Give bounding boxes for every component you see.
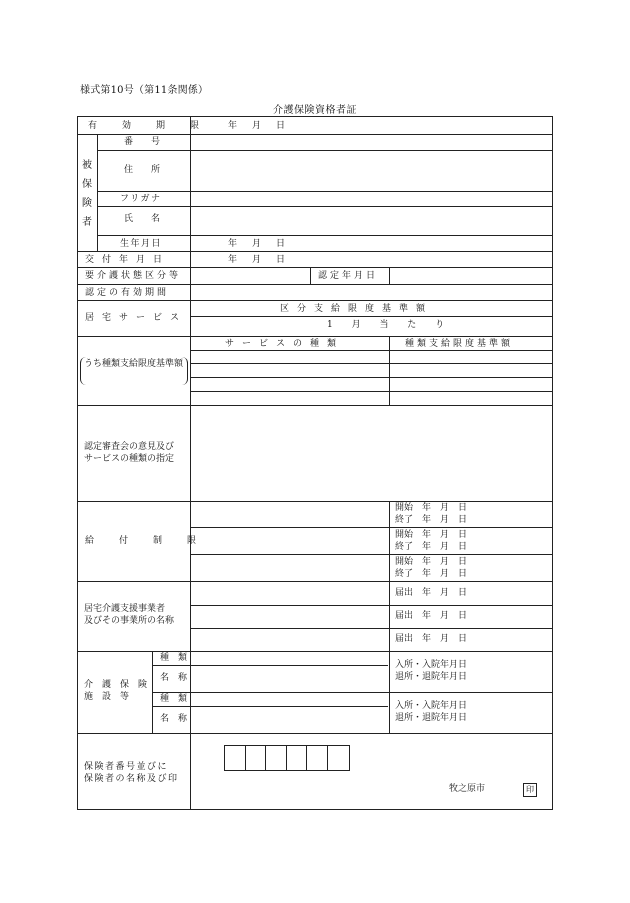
furigana-label: フリガナ: [120, 194, 162, 204]
number-label: 番 号: [124, 137, 161, 147]
city-name: 牧之原市: [449, 784, 486, 794]
start-date-2: 開始 年 月 日: [395, 530, 468, 540]
birthdate-value: 年 月 日: [228, 239, 289, 249]
address-label: 住 所: [124, 165, 161, 175]
certified-date-label: 認定年月日: [318, 271, 379, 281]
name-label: 氏 名: [124, 214, 161, 224]
start-date-1: 開始 年 月 日: [395, 503, 468, 513]
type-limit-label: うち種類支給限度基準額: [84, 359, 184, 369]
issue-date-label: 交付年月日: [85, 255, 171, 265]
facility-type-2: 種 類: [160, 694, 188, 704]
form-title: 介護保険資格者証: [273, 105, 357, 116]
committee-opinion-2: サービスの種類の指定: [84, 454, 175, 464]
insured-label: 被 保 険 者: [82, 160, 92, 228]
validity-label: 有 効 期 限: [88, 121, 208, 131]
form-number: 様式第10号（第11条関係）: [80, 85, 209, 96]
cert-period-label: 認定の有効期間: [85, 288, 170, 298]
facility-label-1: 介 護 保 険: [84, 680, 148, 690]
notified-date-1: 届出 年 月 日: [395, 588, 468, 598]
per-month-label: 1 月 当 た り: [327, 320, 453, 330]
birthdate-label: 生年月日: [120, 239, 163, 249]
facility-type-1: 種 類: [160, 653, 188, 663]
validity-date: 年 月 日: [228, 121, 289, 131]
support-office-label-1: 居宅介護支援事業者: [84, 604, 166, 614]
facility-name-2: 名 称: [160, 714, 188, 724]
care-level-label: 要介護状態区分等: [85, 271, 182, 281]
end-date-1: 終了 年 月 日: [395, 515, 468, 525]
committee-opinion-1: 認定審査会の意見及び: [84, 442, 175, 452]
benefit-restriction-label: 給 付 制 限: [85, 536, 205, 546]
facility-label-2: 施 設 等: [84, 692, 130, 702]
notified-date-2: 届出 年 月 日: [395, 611, 468, 621]
insurer-label-2: 保険者の名称及び印: [84, 774, 179, 784]
facility-name-1: 名 称: [160, 673, 188, 683]
support-office-label-2: 及びその事業所の名称: [84, 616, 175, 626]
seal-icon: 印: [523, 783, 537, 797]
insurer-label-1: 保険者番号並びに: [84, 762, 169, 772]
notified-date-3: 届出 年 月 日: [395, 634, 468, 644]
admission-date-1: 入所・入院年月日: [395, 660, 468, 670]
discharge-date-2: 退所・退院年月日: [395, 713, 468, 723]
type-limit-header: 種類支給限度基準額: [405, 339, 514, 349]
admission-date-2: 入所・入院年月日: [395, 701, 468, 711]
limit-amount-label: 区分支給限度基準額: [280, 304, 434, 314]
start-date-3: 開始 年 月 日: [395, 557, 468, 567]
end-date-2: 終了 年 月 日: [395, 542, 468, 552]
issue-date-value: 年 月 日: [228, 255, 289, 265]
service-type-header: サービスの種類: [225, 339, 345, 349]
discharge-date-1: 退所・退院年月日: [395, 672, 468, 682]
home-service-label: 居宅サービス: [85, 313, 188, 323]
end-date-3: 終了 年 月 日: [395, 569, 468, 579]
